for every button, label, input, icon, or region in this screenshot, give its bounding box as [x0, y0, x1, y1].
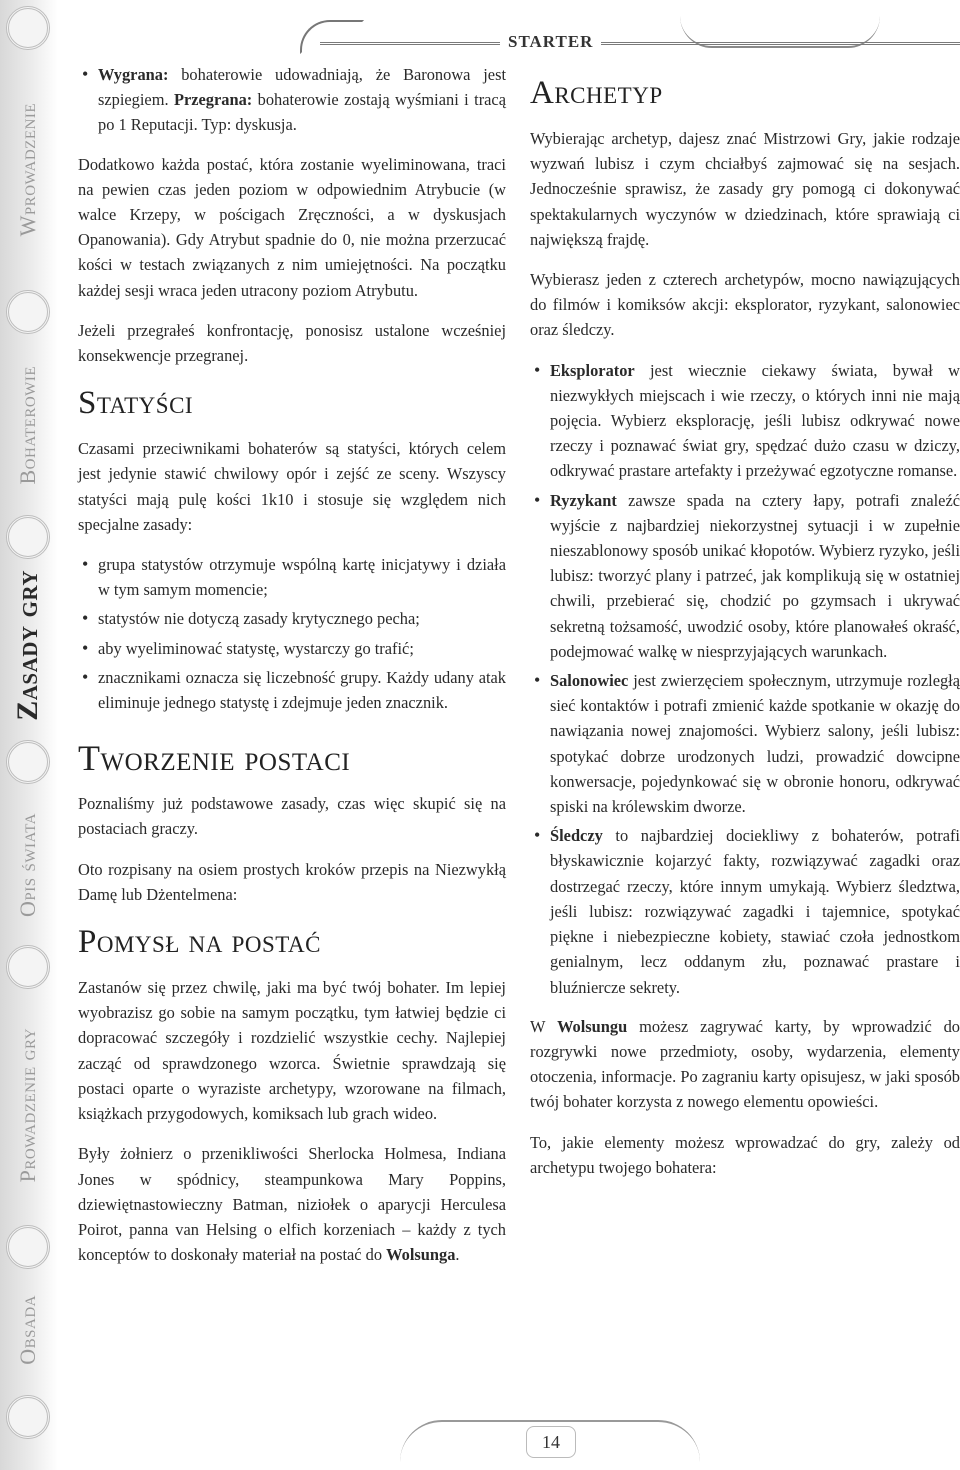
page-footer	[400, 1400, 700, 1470]
outcome-item: • Wygrana: bohaterowie udowadniają, że Baronowa jest szpiegiem. Przegrana: bohaterowie zostają wyśmiani i tracą po 1 Reputacji. Typ: dyskusja.	[78, 62, 506, 138]
chapter-sidebar	[0, 0, 58, 1470]
paragraph: Wybierasz jeden z czterech archetypów, mocno nawiązujących do filmów i komiksów akcji: eksplorator, ryzykant, salonowiec oraz śledczy.	[530, 270, 960, 340]
ornament-icon	[6, 945, 50, 989]
page-header	[300, 10, 960, 66]
section-label: STARTER	[500, 32, 601, 52]
heading-pomysl-na-postac: Pomysł na postać	[78, 924, 321, 961]
heading-tworzenie-postaci: Tworzenie postaci	[78, 738, 351, 779]
list-item: • aby wyeliminować statystę, wystarczy go trafić;	[78, 636, 506, 661]
archetype-item: • Eksplorator jest wiecznie ciekawy świata, bywał w niezwykłych miejscach i wie rzeczy, o których inni nie mają pojęcia. Wybierz eksplorację, jeśli lubisz odkrywać nowe rzeczy i poznawać świat gry, spędzać dużo czasu w dziczy, odkrywać prastare artefakty i przeżywać egzotyczne romanse.	[530, 358, 960, 484]
paragraph: Czasami przeciwnikami bohaterów są statyści, których celem jest jedynie stawić chwilowy opór i zejść ze sceny. Wszyscy statyści mają pulę kości 1k10 i stosuje się względem nich specjalne zasady:	[78, 439, 506, 534]
paragraph: Były żołnierz o przenikliwości Sherlocka Holmesa, Indiana Jones w spódnicy, steampunkowa Mary Poppins, dziewiętnastowieczny Batman, niziołek o aparycji Herculesa Poirot, panna van Helsing o elfich korzeniach – każdy z tych konceptów to doskonały materiał na postać do Wolsunga.	[78, 1144, 506, 1265]
paragraph: Oto rozpisany na osiem prostych kroków przepis na Niezwykłą Damę lub Dżentelmena:	[78, 859, 506, 904]
ornament-icon	[6, 290, 50, 334]
paragraph: Jeżeli przegrałeś konfrontację, ponosisz ustalone wcześniej konsekwencje przegranej.	[78, 320, 506, 366]
paragraph: Wybierając archetyp, dajesz znać Mistrzowi Gry, jakie rodzaje wyzwań lubisz i czym chciałbyś zajmować się na sesjach. Jednocześnie sprawisz, że zasady gry pomogą ci dokonywać spektakularnych wyczynów w dziedzinach, które sprawiają ci największą frajdę.	[530, 129, 960, 249]
archetype-item: • Śledczy to najbardziej dociekliwy z bohaterów, potrafi błyskawicznie kojarzyć fakty, rozwiązywać zagadki oraz dostrzegać rzeczy, które innym umykają. Wybierz śledztwa, jeśli lubisz: rozwiązywać zagadki i tajemnice, spotykać piękne i niebezpieczne kobiety, stawiać czoła jednostkom genialnym, lecz oddanym złu, poznawać prastare i bluźniercze sekrety.	[530, 823, 960, 999]
archetype-item: • Salonowiec jest zwierzęciem społecznym, utrzymuje rozległą sieć kontaktów i potrafi zmienić każde spotkanie w okazję do nawiązania nowej znajomości. Wybierz salony, jeśli lubisz: spotykać dobrze urodzonych ludzi, prowadzić dowcipne konwersacje, pojedynkować się w obronie honoru, odkrywać spiski na królewskim dworze.	[530, 668, 960, 819]
paragraph: Poznaliśmy już podstawowe zasady, czas więc skupić się na postaciach graczy.	[78, 794, 506, 839]
heading-archetyp: Archetyp	[530, 75, 663, 111]
paragraph: W Wolsungu możesz zagrywać karty, by wprowadzić do rozgrywki nowe przedmioty, osoby, wydarzenia, elementy otoczenia, informacje. Po zagraniu karty opisujesz, w jaki sposób twój bohater korzysta z nowego elementu opowieści.	[530, 1016, 960, 1112]
paragraph: Dodatkowo każda postać, która zostanie wyeliminowana, traci na pewien czas jeden poziom w odpowiednim Atrybucie (w walce Krzepy, w pościgach Zręczności, a w dyskusjach Opanowania). Gdy Atrybut spadnie do 0, nie można przerzucać kości w testach związanych z nim umiejętności. Na początku każdej sesji wraca jeden utracony poziom Atrybutu.	[78, 154, 506, 300]
right-column	[530, 70, 960, 1195]
sidebar-tab-obsada[interactable]: Obsada	[15, 1295, 40, 1365]
sidebar-tab-zasady-gry[interactable]: Zasady gry	[11, 569, 44, 721]
left-column	[78, 62, 506, 1282]
heading-statysci: Statyści	[78, 385, 194, 422]
list-item: • znacznikami oznacza się liczebność grupy. Każdy udany atak eliminuje jednego statystę i zdejmuje jeden znacznik.	[78, 665, 506, 715]
sidebar-tab-wprowadzenie[interactable]: Wprowadzenie	[15, 103, 40, 237]
page-number: 14	[526, 1426, 576, 1458]
archetype-item: • Ryzykant zawsze spada na cztery łapy, potrafi znaleźć wyjście z najbardziej niekorzystnej sytuacji i w zupełnie nieszablonowy sposób unikać kłopotów. Wybierz ryzyko, jeśli lubisz: tworzyć plany i patrzeć, jak komplikują się w ostatniej chwili, przebierać się, chodzić po gzymsach i ukrywać sekretną tożsamość, uwodzić osoby, które planowałeś okraść, podejmować walkę w niesprzyjających warunkach.	[530, 488, 960, 664]
rules-list	[78, 552, 506, 715]
paragraph: To, jakie elementy możesz wprowadzać do gry, zależy od archetypu twojego bohatera:	[530, 1132, 960, 1177]
archetype-list	[530, 358, 960, 1000]
list-item: • grupa statystów otrzymuje wspólną kartę inicjatywy i działa w tym samym momencie;	[78, 552, 506, 602]
list-item: • statystów nie dotyczą zasady krytycznego pecha;	[78, 606, 506, 631]
header-ornament-left	[300, 20, 364, 54]
header-rule	[320, 42, 960, 45]
ornament-icon	[6, 515, 50, 559]
ornament-icon	[6, 1225, 50, 1269]
ornament-icon	[6, 1395, 50, 1439]
sidebar-tab-bohaterowie[interactable]: Bohaterowie	[15, 365, 40, 485]
sidebar-tab-opis-swiata[interactable]: Opis świata	[15, 812, 40, 918]
paragraph: Zastanów się przez chwilę, jaki ma być twój bohater. Im lepiej wyobrazisz go sobie na samym początku, tym łatwiej będzie ci dopracować szczegóły i rozdzielić wszystkie cechy. Najlepiej zacząć od sprawdzonego wzorca. Świetnie sprawdzają się postaci oparte o wyraziste archetypy, wzorowane na filmach, książkach przygodowych, komiksach lub grach wideo.	[78, 978, 506, 1124]
ornament-icon	[6, 740, 50, 784]
sidebar-tab-prowadzenie-gry[interactable]: Prowadzenie gry	[15, 1027, 40, 1183]
ornament-icon	[6, 6, 50, 50]
